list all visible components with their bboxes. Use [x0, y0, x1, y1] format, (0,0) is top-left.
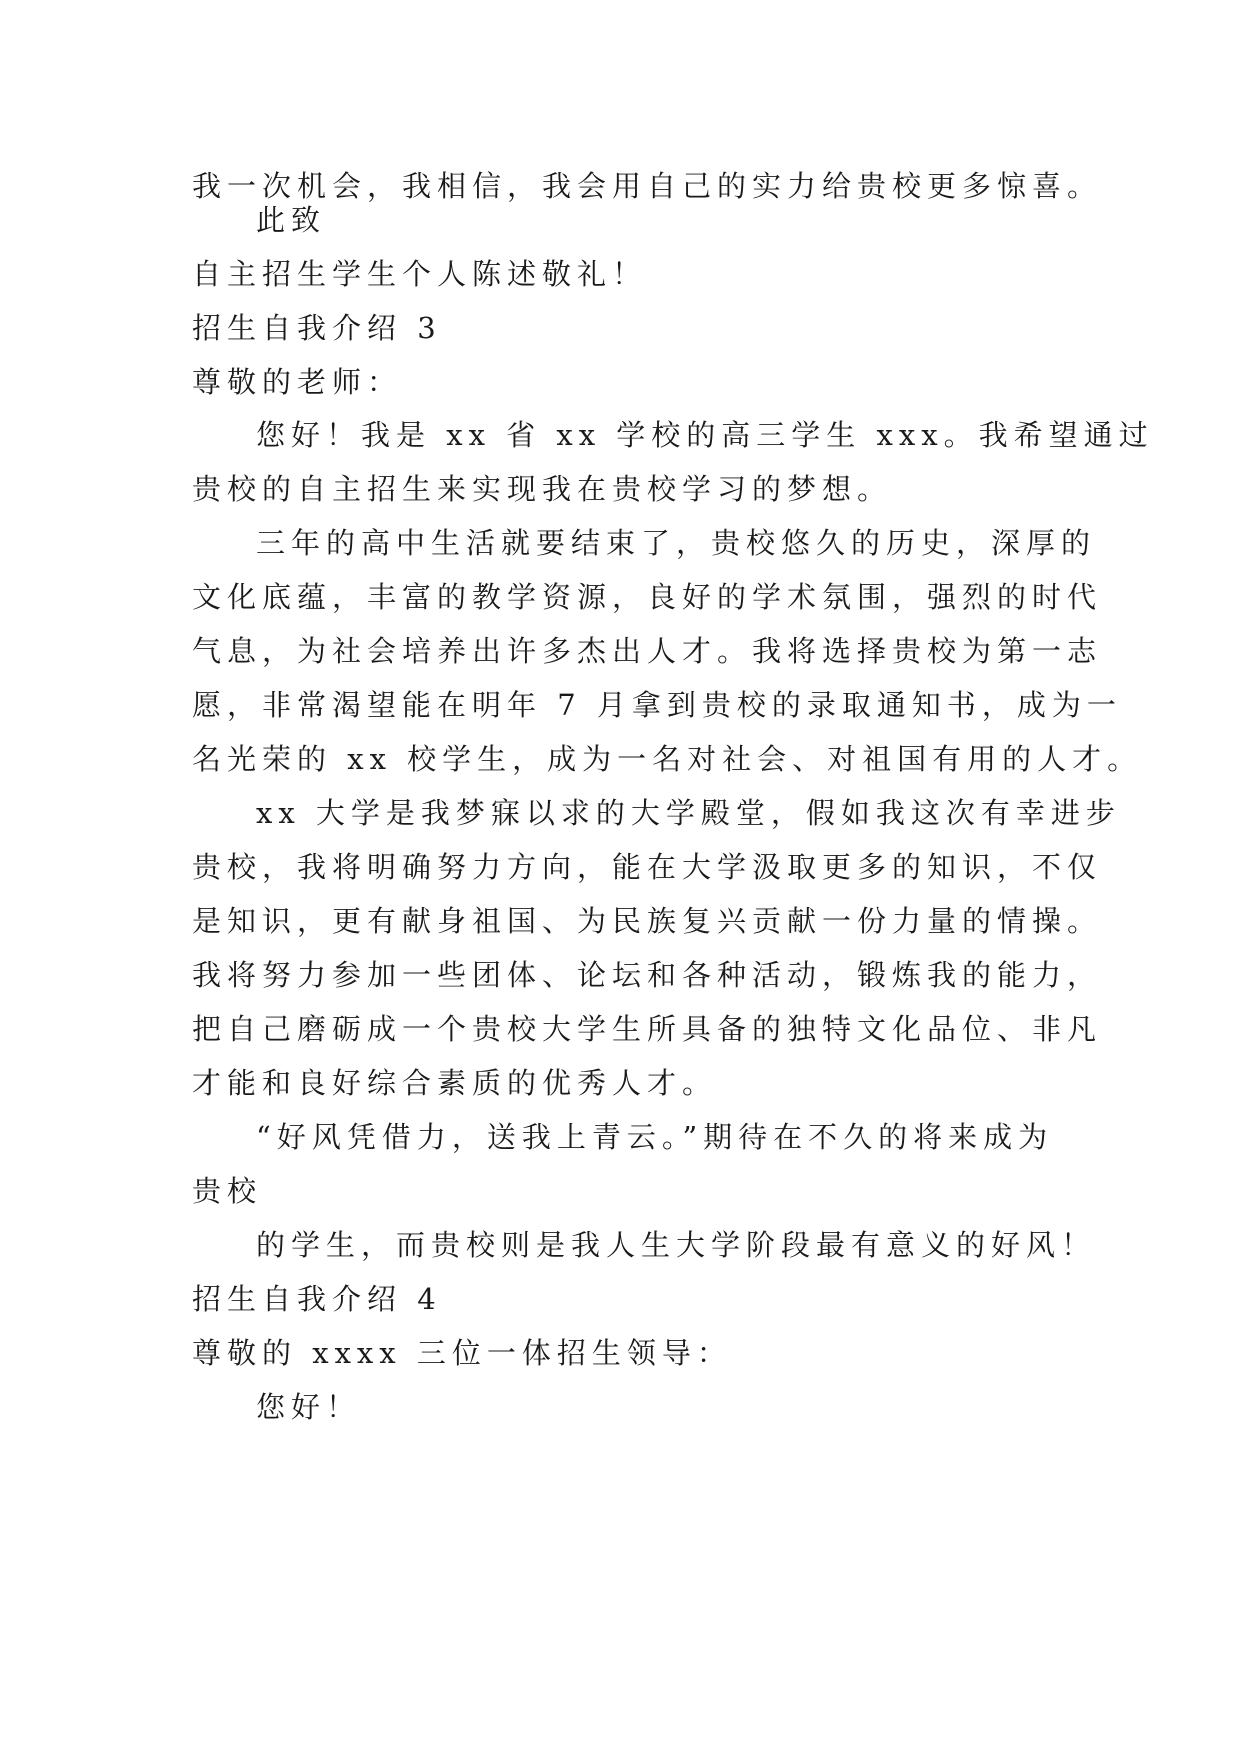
text-line: 贵校的自主招生来实现我在贵校学习的梦想。	[192, 472, 893, 506]
text-line: 贵校，我将明确努力方向，能在大学汲取更多的知识，不仅	[192, 850, 1103, 884]
salutation: 尊敬的 xxxx 三位一体招生领导：	[192, 1336, 732, 1370]
text-line: xx 大学是我梦寐以求的大学殿堂，假如我这次有幸进步	[256, 796, 1121, 830]
text-line: 我一次机会，我相信，我会用自己的实力给贵校更多惊喜。	[192, 169, 1103, 203]
text-line: 把自己磨砺成一个贵校大学生所具备的独特文化品位、非凡	[192, 1012, 1103, 1046]
text-line: 才能和良好综合素质的优秀人才。	[192, 1066, 718, 1100]
text-line: 文化底蕴，丰富的教学资源，良好的学术氛围，强烈的时代	[192, 580, 1103, 614]
text-line: 三年的高中生活就要结束了，贵校悠久的历史，深厚的	[256, 526, 1097, 560]
text-line: 的学生，而贵校则是我人生大学阶段最有意义的好风！	[256, 1228, 1097, 1262]
text-line: 气息，为社会培养出许多杰出人才。我将选择贵校为第一志	[192, 634, 1103, 668]
text-line: “好风凭借力，送我上青云。”期待在不久的将来成为	[256, 1120, 1054, 1154]
section-heading: 招生自我介绍 4	[192, 1282, 442, 1316]
text-line: 贵校	[192, 1174, 263, 1208]
text-line: 您好！	[256, 1390, 362, 1424]
text-line: 名光荣的 xx 校学生，成为一名对社会、对祖国有用的人才。	[192, 742, 1143, 776]
text-line: 是知识，更有献身祖国、为民族复兴贡献一份力量的情操。	[192, 904, 1103, 938]
text-line: 此致	[256, 203, 327, 237]
text-line: 您好！我是 xx 省 xx 学校的高三学生 xxx。我希望通过	[256, 418, 1154, 452]
section-heading: 招生自我介绍 3	[192, 311, 442, 345]
text-line: 愿，非常渴望能在明年 7 月拿到贵校的录取通知书，成为一	[192, 688, 1122, 722]
text-line: 我将努力参加一些团体、论坛和各种活动，锻炼我的能力，	[192, 958, 1103, 992]
salutation: 尊敬的老师：	[192, 365, 403, 399]
text-line: 自主招生学生个人陈述敬礼！	[192, 257, 648, 291]
